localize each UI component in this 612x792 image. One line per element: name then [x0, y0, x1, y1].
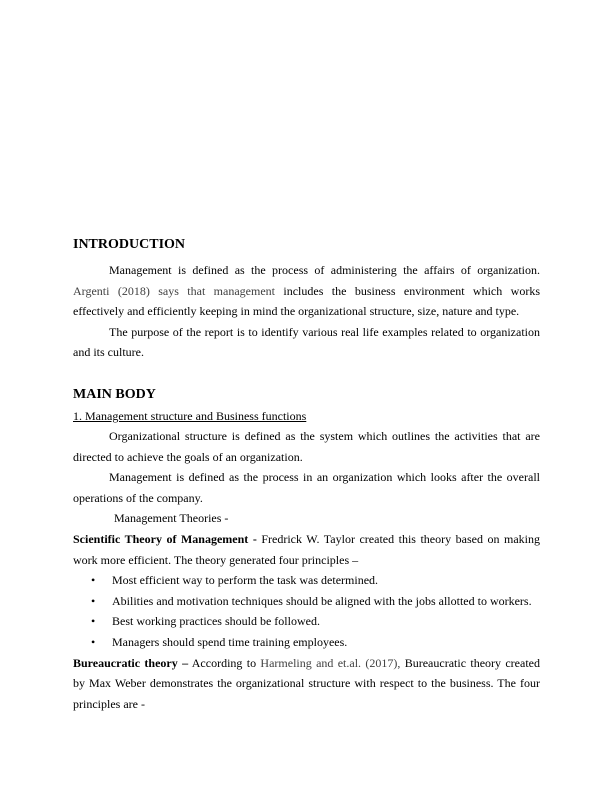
scientific-theory-title: Scientific Theory of Management [73, 531, 249, 546]
bullet-icon: • [91, 634, 96, 649]
principles-list [73, 570, 540, 652]
list-item-text: Most efficient way to perform the task was determined. [112, 573, 379, 588]
intro-paragraph-1 [73, 260, 540, 322]
intro-paragraph-2: The purpose of the report is to identify various real life examples related to organization and its culture. [73, 324, 540, 360]
list-item [73, 570, 540, 591]
intro-text-b: includes the business environment which works effectively and efficiently keeping in mind the organizational structure, size, nature and type. [73, 283, 540, 319]
spacer [73, 363, 540, 381]
bullet-icon: • [91, 593, 96, 608]
scientific-theory-paragraph [73, 529, 540, 570]
list-item-text: Managers should spend time training employees. [112, 634, 348, 649]
list-item [73, 632, 540, 653]
intro-citation: Argenti (2018) says that management [73, 283, 275, 298]
list-item-text: Best working practices should be followed. [112, 614, 320, 629]
bullet-icon: • [91, 614, 96, 629]
document-content [73, 236, 540, 714]
bureaucratic-citation: Harmeling and et.al. (2017), [260, 655, 401, 670]
list-item [73, 591, 540, 612]
bullet-icon: • [91, 573, 96, 588]
introduction-heading: INTRODUCTION [73, 237, 186, 252]
list-item [73, 611, 540, 632]
bureaucratic-text-b: Bureaucratic theory created by Max Weber demonstrates the organizational structure with respect to the business. The four principles are - [73, 655, 540, 711]
bureaucratic-text-a: According to [188, 655, 261, 670]
scientific-theory-dash: - [248, 531, 262, 546]
main-body-heading: MAIN BODY [73, 386, 156, 402]
org-structure-paragraph: Organizational structure is defined as the system which outlines the activities that are directed to achieve the goals of an organization. [73, 428, 540, 464]
management-theories-label: Management Theories - [114, 511, 229, 526]
management-definition-paragraph: Management is defined as the process in an organization which looks after the overall operations of the company. [73, 470, 540, 505]
intro-text-a: Management is defined as the process of administering the affairs of organization. [109, 263, 540, 277]
bureaucratic-theory-title: Bureaucratic theory – [73, 655, 189, 670]
scientific-theory-text: Fredrick W. Taylor created this theory based on making work more efficient. The theory generated four principles – [73, 531, 540, 567]
list-item-text: Abilities and motivation techniques should be aligned with the jobs allotted to workers. [112, 593, 532, 608]
section-1-title: 1. Management structure and Business functions [73, 408, 307, 423]
bureaucratic-theory-paragraph [73, 653, 540, 715]
